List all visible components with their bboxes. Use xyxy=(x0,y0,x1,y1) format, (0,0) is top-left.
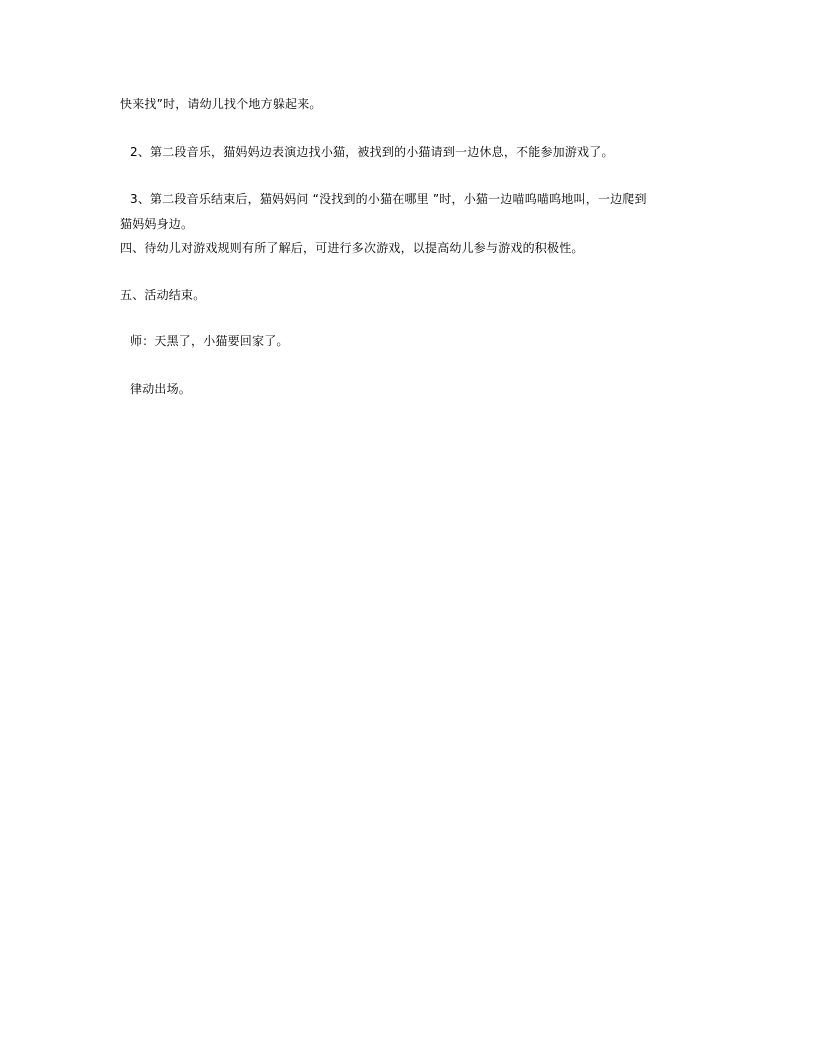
text-line-exit: 律动出场。 xyxy=(130,382,192,396)
text-line-teacher-remark: 师：天黑了，小猫要回家了。 xyxy=(130,334,289,348)
text-line-step-3-continued: 猫妈妈身边。 xyxy=(120,217,194,231)
text-line-hide-instruction: 快来找”时，请幼儿找个地方躲起来。 xyxy=(120,97,322,111)
text-line-section-4: 四、待幼儿对游戏规则有所了解后，可进行多次游戏，以提高幼儿参与游戏的积极性。 xyxy=(120,241,584,255)
text-line-step-2: 2、第二段音乐，猫妈妈边表演边找小猫，被找到的小猫请到一边休息，不能参加游戏了。 xyxy=(130,145,614,159)
text-line-step-3: 3、第二段音乐结束后，猫妈妈问 “没找到的小猫在哪里 ”时，小猫一边喵呜喵呜地叫，一边爬到 xyxy=(130,192,647,206)
text-line-section-5: 五、活动结束。 xyxy=(120,288,206,302)
